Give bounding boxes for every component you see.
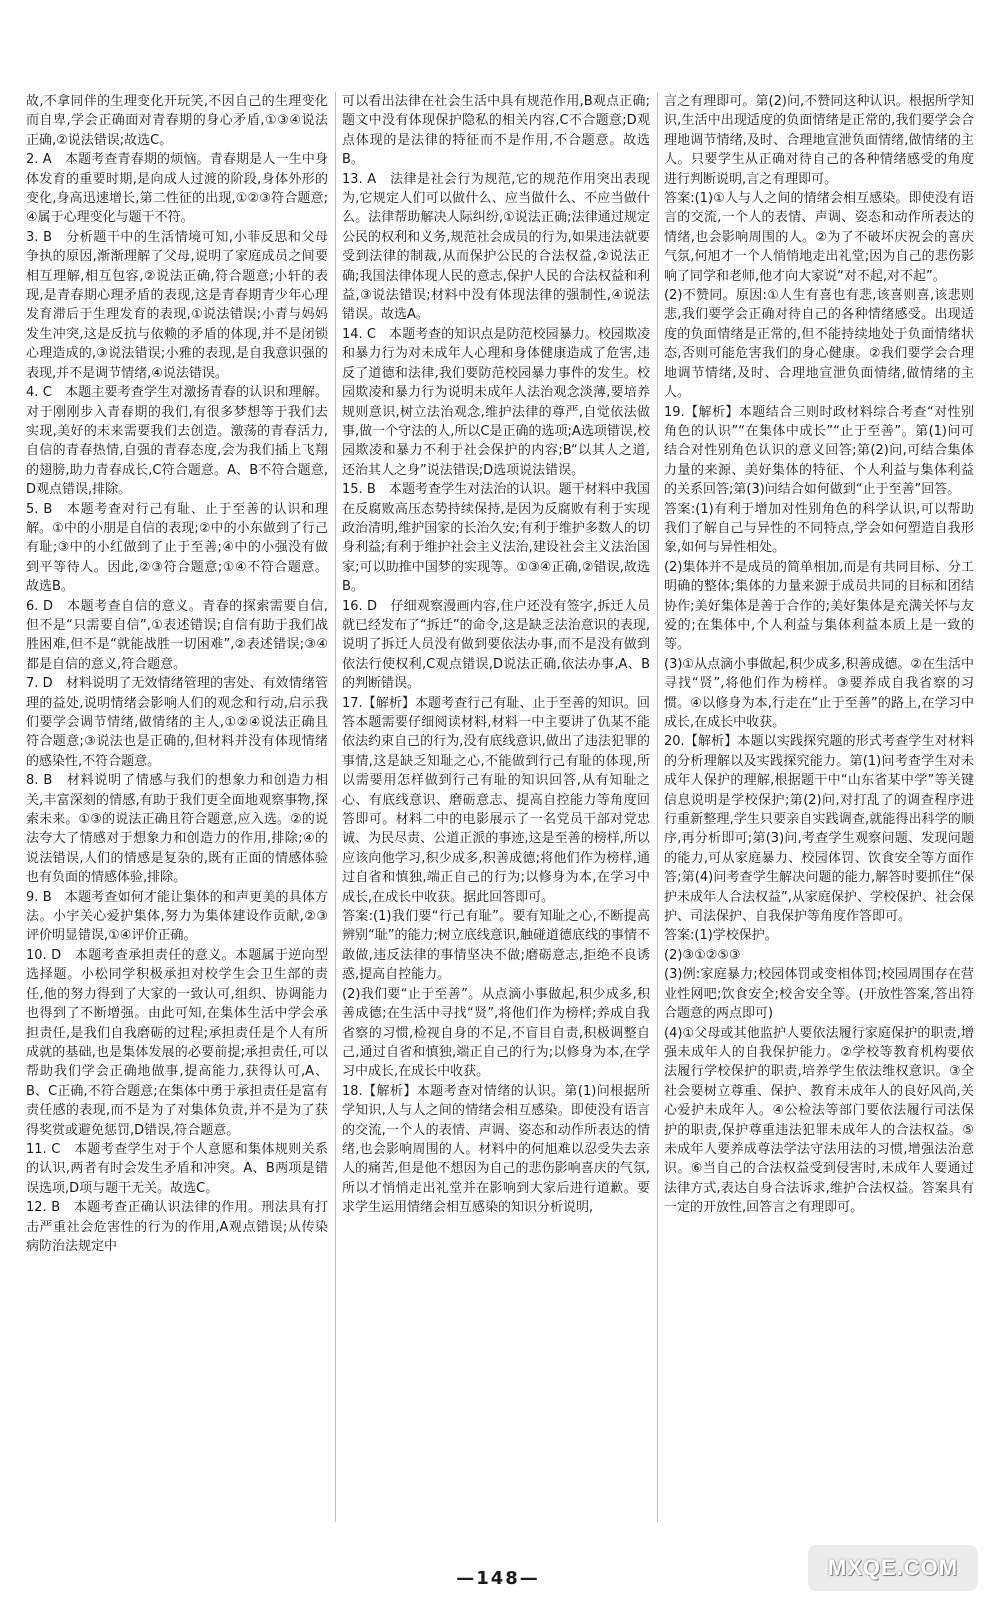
explanation-paragraph: 言之有理即可。第(2)问,不赞同这种认识。根据所学知识,生活中出现适度的负面情绪是正常的,我们要学会合理地调节情绪,及时、合理地宣泄负面情绪,做情绪的主人。只要学生从正确对待自己的各种情绪感受的角度进行判断说明,言之有理即可。 [664,94,974,187]
watermark-text: MXQE.COM [827,1555,959,1580]
explanation-paragraph: 故,不拿同伴的生理变化开玩笑,不因自己的生理变化而自卑,学会正确面对青春期的身心矛盾,①③④说法正确,②说法错误;故选C。 [26,94,328,148]
explanation-paragraph: (2)集体并不是成员的简单相加,而是有共同目标、分工明确的整体;集体的力量来源于成员共同的目标和团结协作;美好集体是善于合作的;美好集体是充满关怀与友爱的;在集体中,个人利益与集体利益本质上是一致的等。 [664,559,974,653]
explanation-paragraph: (3)例:家庭暴力;校园体罚或变相体罚;校园周围存在营业性网吧;饮食安全;校舍安全等。(开放性答案,答出符合题意的两点即可) [664,967,974,1022]
explanation-paragraph: 可以看出法律在社会生活中具有规范作用,B观点正确;题文中没有体现保护隐私的相关内容,C不合题意;D观点体现的是法律的特征而不是作用,不合题意。故选B。 [342,94,650,168]
column-middle [342,92,650,1218]
answer-paragraph: 答案:(1)①人与人之间的情绪会相互感染。即使没有语言的交流,一个人的表情、声调、姿态和动作所表达的情绪,也会影响周围的人。②为了不破坏庆祝会的喜庆气氛,何旭才一个人悄悄地走出礼堂;因为自己的悲伤影响了同学和老师,他才向大家说“对不起,对不起”。 [664,191,974,284]
explanation-paragraph: 12. B 本题考查正确认识法律的作用。刑法具有打击严重社会危害性的行为的作用,A观点错误;从传染病防治法规定中 [26,1200,328,1254]
answer-paragraph: 答案:(1)有利于增加对性别角色的科学认识,可以帮助我们了解自己与异性的不同特点,学会如何塑造自我形象,如何与异性相处。 [664,501,974,556]
explanation-paragraph: 7. D 材料说明了无效情绪管理的害处、有效情绪管理的益处,说明情绪会影响人们的观念和行动,启示我们要学会调节情绪,做情绪的主人,①②④说法正确且符合题意;③说法也是正确的,但材料并没有体现情绪的感染性,不符合题意。 [26,676,328,769]
explanation-paragraph: 18.【解析】本题考查对情绪的认识。第(1)问根据所学知识,人与人之间的情绪会相互感染。即使没有语言的交流,一个人的表情、声调、姿态和动作所表达的情绪,也会影响周围的人。材料中的何旭难以忍受失去亲人的痛苦,但是他不想因为自己的悲伤影响喜庆的气氛,所以才悄悄走出礼堂并在影响到大家后进行道歉。要求学生运用情绪会相互感染的知识分析说明, [342,1083,650,1216]
explanation-paragraph: 15. B 本题考查学生对法治的认识。题干材料中我国在反腐败高压态势持续保持,是因为反腐败有利于实现政治清明,维护国家的长治久安;有利于维护多数人的切身利益;有利于维护社会主义法治,建设社会主义法治国家;可以助推中国梦的实现等。①③④正确,②错误,故选B。 [342,482,650,595]
page-number: —148— [456,1568,540,1589]
explanation-paragraph: 4. C 本题主要考查学生对激扬青春的认识和理解。对于刚刚步入青春期的我们,有很多梦想等于我们去实现,美好的未来需要我们去创造。激荡的青春活力,自信的青春热情,自强的青春态度,会为我们插上飞翔的翅膀,助力青春成长,C符合题意。A、B不符合题意,D观点错误,排除。 [26,385,328,498]
explanation-paragraph: 20.【解析】本题以实践探究题的形式考查学生对材料的分析理解以及实践探究能力。第(1)问考查学生对未成年人保护的理解,根据题干中“山东省某中学”等关键信息说明是学校保护;第(2)问,对打乱了的调查程序进行重新整理,学生只要亲自实践调查,就能得出科学的顺序,再分析即可;第(3)问,考查学生观察问题、发现问题的能力,可从家庭暴力、校园体罚、饮食安全等方面作答;第(4)问考查学生解决问题的能力,解答时要抓住“保护未成年人合法权益”,从家庭保护、学校保护、社会保护、司法保护、自我保护等角度作答即可。 [664,734,974,925]
explanation-paragraph: 8. B 材料说明了情感与我们的想象力和创造力相关,丰富深刻的情感,有助于我们更全面地观察事物,探索未来。①③的说法正确且符合题意,应入选。②的说法夸大了情感对于想象力和创造力的作用,排除;④的说法错误,人们的情感是复杂的,既有正面的情感体验也有负面的情感体验,排除。 [26,773,328,886]
explanation-paragraph: (2)我们要“止于至善”。从点滴小事做起,积少成多,积善成德;在生活中寻找“贤”,将他们作为榜样;养成自我省察的习惯,检视自身的不足,不盲目自责,积极调整自己,通过自省和慎独,端正自己的行为;以修身为本,在学习中成长,在成长中收获。 [342,986,650,1080]
column-left [26,92,328,1256]
column-divider [335,92,336,1522]
explanation-paragraph: 13. A 法律是社会行为规范,它的规范作用突出表现为,它规定人们可以做什么、应当做什么、不应当做什么。法律帮助解决人际纠纷,①说法正确;法律通过规定公民的权利和义务,规范社会成员的行为,如果违法就要受到法律的制裁,从而保护公民的合法权益,②说法正确;我国法律体现人民的意志,保护人民的合法权益和利益,③说法错误;材料中没有体现法律的强制性,④说法错误。故选A。 [342,171,650,323]
explanation-paragraph: 9. B 本题考查如何才能让集体的和声更美的具体方法。小宇关心爱护集体,努力为集体建设作贡献,②③评价明显错误,①④评价正确。 [26,889,328,944]
answer-paragraph: 答案:(1)我们要“行己有耻”。要有知耻之心,不断提高辨别“耻”的能力;树立底线意识,触碰道德底线的事情不敢做,违反法律的事情坚决不做;磨砺意志,拒绝不良诱惑,提高自控能力。 [342,909,650,983]
explanation-paragraph: (2)③①②⑤③ [664,947,741,963]
explanation-paragraph: (4)①父母或其他监护人要依法履行家庭保护的职责,增强未成年人的自我保护能力。②学校等教育机构要依法履行学校保护的职责,培养学生依法维权意识。③全社会要树立尊重、保护、教育未成年人的良好风尚,关心爱护未成年人。④公检法等部门要依法履行司法保护的职责,保护尊重违法犯罪未成年人的合法权益。⑤未成年人要养成尊法学法守法用法的习惯,增强法治意识。⑥当自己的合法权益受到侵害时,未成年人要通过法律方式,表达自身合法诉求,维护合法权益。答案具有一定的开放性,回答言之有理即可。 [664,1025,974,1216]
column-divider [657,92,658,1522]
watermark-logo [808,1545,978,1591]
explanation-paragraph: 6. D 本题考查自信的意义。青春的探索需要自信,但不是“只需要自信”,①表述错误;自信有助于我们战胜困难,但不是“就能战胜一切困难”,②表述错误;③④都是自信的意义,符合题意。 [26,598,328,672]
explanation-paragraph: 14. C 本题考查的知识点是防范校园暴力。校园欺凌和暴力行为对未成年人心理和身体健康造成了危害,违反了道德和法律,我们要防范校园暴力事件的发生。校园欺凌和暴力行为说明未成年人法治观念淡薄,要培养规则意识,树立法治观念,维护法律的尊严,自觉依法做事,做一个守法的人,所以C是正确的选项;A选项错误,校园欺凌和暴力不利于社会保护的内容;B“以其人之道,还治其人之身”说法错误;D选项说法错误。 [342,326,650,478]
explanation-paragraph: 5. B 本题考查对行己有耻、止于至善的认识和理解。①中的小朋是自信的表现;②中的小东做到了行己有耻;③中的小红做到了止于至善;④中的小强没有做到平等待人。因此,②③符合题意;①④不符合题意。故选B。 [26,501,328,595]
column-right [664,92,974,1218]
explanation-paragraph: 11. C 本题考查学生对于个人意愿和集体规则关系的认识,两者有时会发生矛盾和冲突。A、B两项是错误选项,D项与题干无关。故选C。 [26,1141,328,1196]
explanation-paragraph: 17.【解析】本题考查行己有耻、止于至善的知识。回答本题需要仔细阅读材料,材料一中主要讲了仇某不能依法约束自己的行为,没有底线意识,做出了违法犯罪的事情,这是缺乏知耻之心,不能做到行己有耻的体现,所以需要用怎样做到行己有耻的知识回答,从有知耻之心、有底线意识、磨砺意志、提高自控能力等角度回答即可。材料二中的电影展示了一名党员干部对党忠诚、为民尽责、公道正派的事迹,这是至善的榜样,所以应该向他学习,积少成多,积善成德;将他们作为榜样,通过自省和慎独,端正自己的行为;以修身为本,在学习中成长,在成长中收获。据此回答即可。 [342,695,650,905]
explanation-paragraph: 3. B 分析题干中的生活情境可知,小菲反思和父母争执的原因,渐渐理解了父母,说明了家庭成员之间要相互理解,相互包容,②说法正确,符合题意;小轩的表现,是青春期心理矛盾的表现,这是青春期青少年心理发育滞后于生理发育的表现,①说法错误;小青与妈妈发生冲突,这是反抗与依赖的矛盾的体现,并不是闭锁心理造成的,③说法错误;小雅的表现,是自我意识强的表现,并不是调节情绪,④说法错误。 [26,229,328,381]
explanation-paragraph: (2)不赞同。原因:①人生有喜也有悲,该喜则喜,该悲则悲,我们要学会正确对待自己的各种情绪感受。出现适度的负面情绪是正常的,但不能持续地处于负面情绪状态,否则可能危害我们的身心健康。②我们要学会合理地调节情绪,及时、合理地宣泄负面情绪,做情绪的主人。 [664,288,974,401]
explanation-paragraph: 16. D 仔细观察漫画内容,住户还没有签字,拆迁人员就已经发布了“拆迁”的命令,这是缺乏法治意识的表现,说明了拆迁人员没有做到要依法办事,而不是没有做到依法行使权利,C观点错误,D说法正确,依法办事,A、B的判断错误。 [342,598,650,692]
answer-paragraph: 答案:(1)学校保护。 [664,928,778,944]
explanation-paragraph: 2. A 本题考查青春期的烦恼。青春期是人一生中身体发育的重要时期,是向成人过渡的阶段,身体外形的变化,身高迅速增长,第二性征的出现,①②③符合题意;④属于心理变化与题干不符。 [26,152,328,226]
explanation-paragraph: 10. D 本题考查承担责任的意义。本题属于逆向型选择题。小松同学积极承担对校学生会卫生部的责任,他的努力得到了大家的一致认可,组织、协调能力也得到了不断增强。由此可知,在集体生活中学会承担责任,是我们自我磨砺的过程;承担责任是个人有所成就的基础,也是集体发展的必要前提;承担责任,可以帮助我们学会正确地做事,提高能力,获得认可,A、B、C正确,不符合题意;在集体中勇于承担责任是富有责任感的表现,而不是为了对集体负责,并不是为了获得奖赏或避免惩罚,D错误,符合题意。 [26,947,328,1138]
explanation-paragraph: (3)①从点滴小事做起,积少成多,积善成德。②在生活中寻找“贤”,将他们作为榜样。③要养成自我省察的习惯。④以修身为本,行走在“止于至善”的路上,在学习中成长,在成长中收获。 [664,656,974,730]
explanation-paragraph: 19.【解析】本题结合三则时政材料综合考查“对性别角色的认识”“在集体中成长”“止于至善”。第(1)问可结合对性别角色认识的意义回答;第(2)问,可结合集体力量的来源、美好集体的特征、个人利益与集体利益的关系回答;第(3)问结合如何做到“止于至善”回答。 [664,404,974,498]
